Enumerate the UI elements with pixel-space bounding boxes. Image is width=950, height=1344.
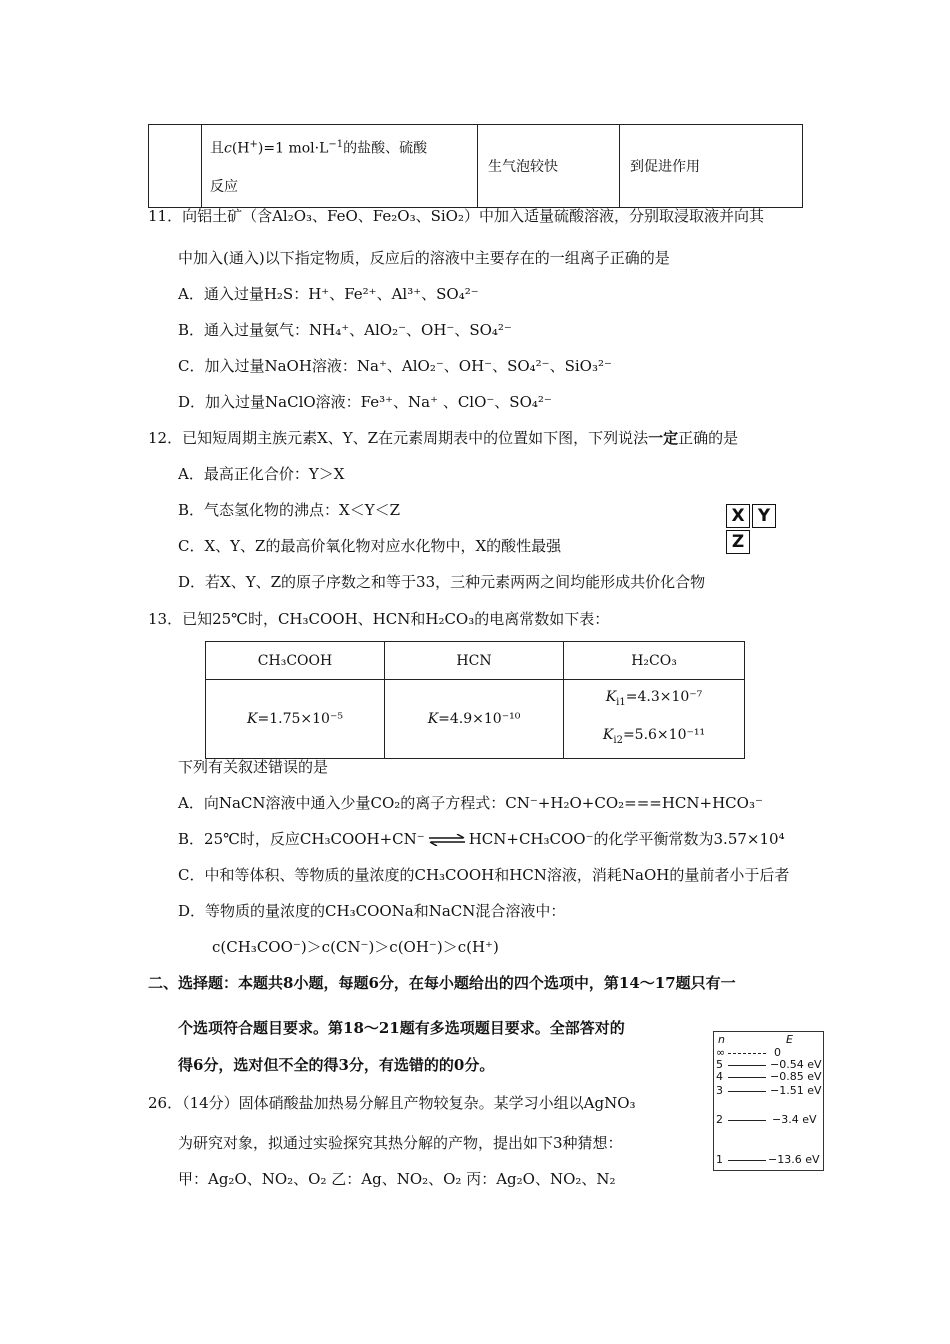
cell2-sup2: −1 (328, 139, 344, 150)
top-table-cell-1 (149, 125, 202, 208)
level-n-3: 3 (716, 1084, 723, 1097)
level-e-3: −1.51 eV (770, 1084, 822, 1097)
q13-option-a: A．向NaCN溶液中通入少量CO₂的离子方程式：CN⁻+H₂O+CO₂===HCN+HCO₃⁻ (178, 794, 763, 812)
cell3-text: 生气泡较快 (488, 158, 558, 175)
q12-stem-a: 12．已知短周期主族元素X、Y、Z在元素周期表中的位置如下图，下列说法 (148, 429, 649, 447)
cell2-line2: 反应 (210, 178, 238, 195)
top-table (148, 124, 803, 208)
cell2-prefix: 且 (210, 140, 224, 157)
q12-stem (148, 429, 738, 447)
k-ch3cooh (206, 680, 385, 759)
section2-line2: 个选项符合题目要求。第18～21题有多选项题目要求。全部答对的 (178, 1019, 625, 1037)
q12-option-b: B．气态氢化物的沸点：X＜Y＜Z (178, 501, 401, 519)
q13-stem: 13．已知25℃时，CH₃COOH、HCN和H₂CO₃的电离常数如下表： (148, 610, 610, 628)
level-e-inf: 0 (774, 1046, 781, 1059)
q13-option-d-expr: c(CH₃COO⁻)＞c(CN⁻)＞c(OH⁻)＞c(H⁺) (212, 938, 499, 956)
level-n-5: 5 (716, 1058, 723, 1071)
q12-option-c: C．X、Y、Z的最高价氧化物对应水化物中，X的酸性最强 (178, 537, 562, 555)
k3b-value: =5.6×10⁻¹¹ (622, 726, 706, 743)
energy-level-diagram (713, 1031, 824, 1171)
q13-option-b (178, 830, 785, 848)
cell2-sup1: + (249, 139, 258, 150)
grid-cell-x: X (726, 504, 750, 528)
k3a-label: K (605, 689, 617, 705)
level-line-inf (728, 1053, 766, 1054)
level-line-2 (728, 1120, 766, 1121)
top-table-cell-4 (620, 125, 803, 208)
k2-label: K (427, 710, 439, 727)
header-h2co3: H₂CO₃ (564, 642, 745, 680)
level-n-4: 4 (716, 1070, 723, 1083)
q11-option-c: C．加入过量NaOH溶液：Na⁺、AlO₂⁻、OH⁻、SO₄²⁻、SiO₃²⁻ (178, 357, 612, 375)
ionization-table (205, 641, 745, 759)
grid-cell-y: Y (752, 504, 776, 528)
header-hcn: HCN (385, 642, 564, 680)
q11-stem-2: 中加入(通入)以下指定物质，反应后的溶液中主要存在的一组离子正确的是 (178, 249, 670, 267)
level-line-1 (728, 1160, 766, 1161)
k2-value: =4.9×10⁻¹⁰ (438, 710, 521, 727)
k3b-label: K (602, 726, 614, 743)
k3a-value: =4.3×10⁻⁷ (625, 689, 703, 705)
header-ch3cooh: CH₃COOH (206, 642, 385, 680)
k3b-sub: i2 (613, 734, 623, 746)
q26-line1: 26．（14分）固体硝酸盐加热易分解且产物较复杂。某学习小组以AgNO₃ (148, 1094, 636, 1112)
cell4-text: 到促进作用 (630, 158, 700, 175)
level-e-1: −13.6 eV (768, 1153, 820, 1166)
energy-header-n: n (718, 1033, 725, 1046)
k-hcn (385, 680, 564, 759)
cell2-suffix: 的盐酸、硫酸 (343, 140, 428, 157)
cell2-h: (H (231, 140, 250, 157)
level-line-5 (728, 1065, 766, 1066)
level-n-inf: ∞ (716, 1046, 726, 1059)
top-table-cell-2 (202, 125, 478, 208)
q26-line3: 甲：Ag₂O、NO₂、O₂ 乙：Ag、NO₂、O₂ 丙：Ag₂O、NO₂、N₂ (178, 1170, 616, 1188)
q13-option-c: C．中和等体积、等物质的量浓度的CH₃COOH和HCN溶液，消耗NaOH的量前者小于后者 (178, 866, 790, 884)
q11-option-b: B．通入过量氨气：NH₄⁺、AlO₂⁻、OH⁻、SO₄²⁻ (178, 321, 512, 339)
level-e-4: −0.85 eV (770, 1070, 822, 1083)
cell2-mol: )=1 mol·L (257, 140, 329, 157)
q11-option-a: A．通入过量H₂S：H⁺、Fe²⁺、Al³⁺、SO₄²⁻ (178, 285, 479, 303)
level-n-2: 2 (716, 1113, 723, 1126)
q13-option-b-b: HCN+CH₃COO⁻的化学平衡常数为3.57×10⁴ (468, 830, 785, 848)
q13-option-b-a: B．25℃时，反应CH₃COOH+CN⁻ (178, 830, 425, 848)
q12-stem-b: 正确的是 (678, 429, 739, 447)
grid-cell-z: Z (726, 530, 750, 554)
top-table-cell-3 (478, 125, 620, 208)
equilibrium-arrow-icon (427, 834, 467, 846)
k-h2co3 (564, 680, 745, 759)
section2-line1: 二、选择题：本题共8小题，每题6分，在每小题给出的四个选项中，第14～17题只有一 (148, 974, 736, 992)
q12-option-d: D．若X、Y、Z的原子序数之和等于33，三种元素两两之间均能形成共价化合物 (178, 573, 706, 591)
energy-header-e: E (786, 1033, 793, 1046)
q13-after: 下列有关叙述错误的是 (178, 758, 329, 776)
q26-line2: 为研究对象，拟通过实验探究其热分解的产物，提出如下3种猜想： (178, 1134, 623, 1152)
level-line-3 (728, 1091, 766, 1092)
q13-option-d: D．等物质的量浓度的CH₃COONa和NaCN混合溶液中： (178, 902, 566, 920)
level-e-5: −0.54 eV (770, 1058, 822, 1071)
q11-option-d: D．加入过量NaClO溶液：Fe³⁺、Na⁺ 、ClO⁻、SO₄²⁻ (178, 393, 552, 411)
cell2-c: c (224, 140, 232, 157)
k1-label: K (247, 710, 258, 727)
q12-stem-bold: 一定 (648, 429, 679, 447)
q12-option-a: A．最高正化合价：Y＞X (178, 465, 345, 483)
level-e-2: −3.4 eV (772, 1113, 817, 1126)
q11-stem-1: 11．向铝土矿（含Al₂O₃、FeO、Fe₂O₃、SiO₂）中加入适量硫酸溶液，分别取浸取液并向其 (148, 207, 764, 225)
section2-line3: 得6分，选对但不全的得3分，有选错的的0分。 (178, 1056, 495, 1074)
k1-value: =1.75×10⁻⁵ (257, 710, 343, 727)
level-line-4 (728, 1077, 766, 1078)
k3a-sub: i1 (616, 696, 626, 708)
level-n-1: 1 (716, 1153, 723, 1166)
